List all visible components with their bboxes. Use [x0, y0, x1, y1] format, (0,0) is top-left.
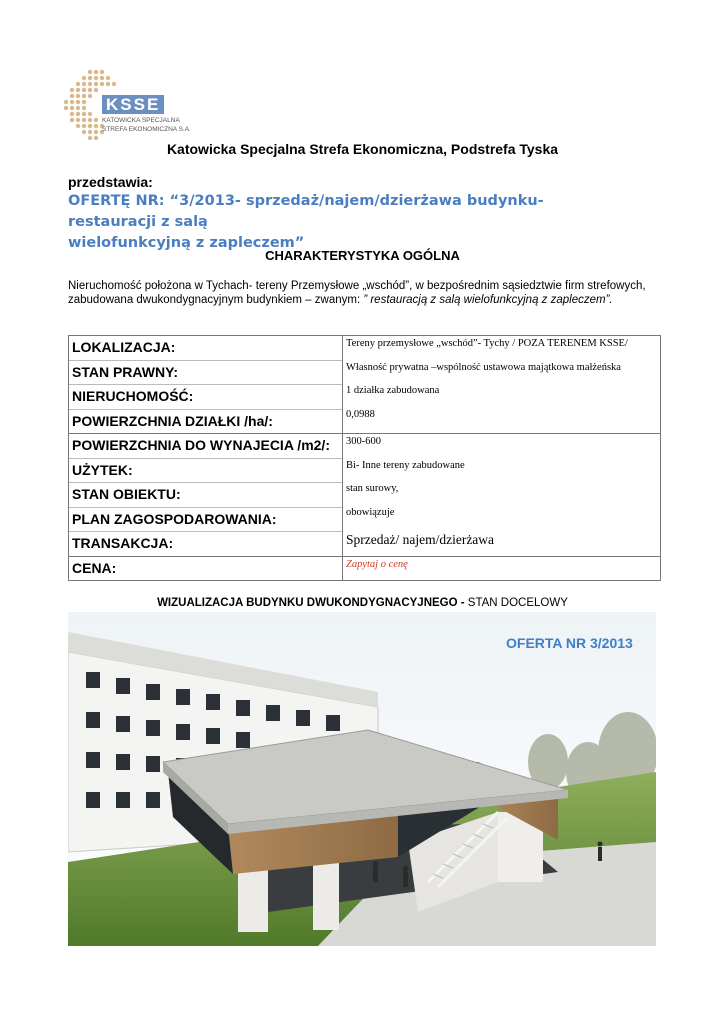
- label-nieruchomosc: NIERUCHOMOŚĆ:: [69, 385, 342, 410]
- label-lokalizacja: LOKALIZACJA:: [69, 336, 342, 361]
- section-heading: CHARAKTERYSTYKA OGÓLNA: [265, 248, 460, 263]
- page-title: Katowicka Specjalna Strefa Ekonomiczna, Podstrefa Tyska: [166, 141, 559, 157]
- value-stan-prawny: Własność prywatna –wspólność ustawowa majątkowa małżeńska: [346, 361, 621, 373]
- visualization-caption: [0, 597, 725, 609]
- details-group-1: [69, 336, 661, 434]
- visualization-caption-bold: WIZUALIZACJA BUDYNKU DWUKONDYGNACYJNEGO -: [157, 597, 468, 609]
- offer-title-line-2: wielofunkcyjną z zapleczem”: [68, 235, 305, 251]
- logo-line-1: KATOWICKA SPECJALNA: [102, 117, 180, 124]
- value-powierzchnia-dzialki: 0,0988: [346, 408, 375, 420]
- label-powierzchnia-dzialki: POWIERZCHNIA DZIAŁKI /ha/:: [72, 412, 273, 429]
- visualization-overlay-label: OFERTA NR 3/2013: [506, 635, 633, 651]
- logo-line-2: STREFA EKONOMICZNA S.A.: [102, 126, 191, 133]
- details-group-2: [69, 434, 661, 557]
- presents-label: przedstawia:: [68, 174, 153, 190]
- label-cena: CENA:: [72, 559, 117, 576]
- label-plan-zagospodarowania: PLAN ZAGOSPODAROWANIA:: [69, 508, 342, 533]
- details-group-3: [69, 556, 661, 581]
- value-nieruchomosc: 1 działka zabudowana: [346, 385, 440, 396]
- label-stan-prawny: STAN PRAWNY:: [69, 361, 342, 386]
- intro-text: Nieruchomość położona w Tychach- tereny Przemysłowe „wschód”, w bezpośrednim sąsiedztwie firm strefowych, zabudowana dwukondygnacyjnym budynkiem – zwanym:: [68, 280, 646, 306]
- value-uzytek: Bi- Inne tereny zabudowane: [346, 459, 465, 471]
- intro-italic-text: ” restauracją z salą wielofunkcyjną z zapleczem”.: [363, 294, 613, 306]
- logo-mark: KSSE: [102, 95, 164, 114]
- value-lokalizacja: Tereny przemysłowe „wschód”- Tychy / POZA TERENEM KSSE/: [346, 338, 628, 349]
- visualization-caption-plain: STAN DOCELOWY: [467, 597, 568, 609]
- details-table: [68, 335, 661, 581]
- label-stan-obiektu: STAN OBIEKTU:: [69, 483, 342, 508]
- label-powierzchnia-wynajecia: POWIERZCHNIA DO WYNAJECIA /m2/:: [69, 434, 342, 459]
- value-plan-zagospodarowania: obowiązuje: [346, 506, 395, 518]
- building-visualization-image: [68, 612, 656, 946]
- offer-title-line-1: OFERTĘ NR: “3/2013- sprzedaż/najem/dzierżawa budynku-restauracji z salą: [68, 193, 544, 230]
- ksse-logo: [62, 66, 212, 146]
- label-uzytek: UŻYTEK:: [69, 459, 342, 484]
- value-transakcja: Sprzedaż/ najem/dzierżawa: [346, 532, 495, 547]
- value-powierzchnia-wynajecia: 300-600: [346, 436, 381, 447]
- intro-paragraph: [68, 279, 658, 307]
- offer-title: [68, 191, 628, 254]
- value-stan-obiektu: stan surowy,: [346, 483, 399, 494]
- value-cena: Zapytaj o cenę: [346, 558, 408, 570]
- label-transakcja: TRANSAKCJA:: [72, 535, 174, 551]
